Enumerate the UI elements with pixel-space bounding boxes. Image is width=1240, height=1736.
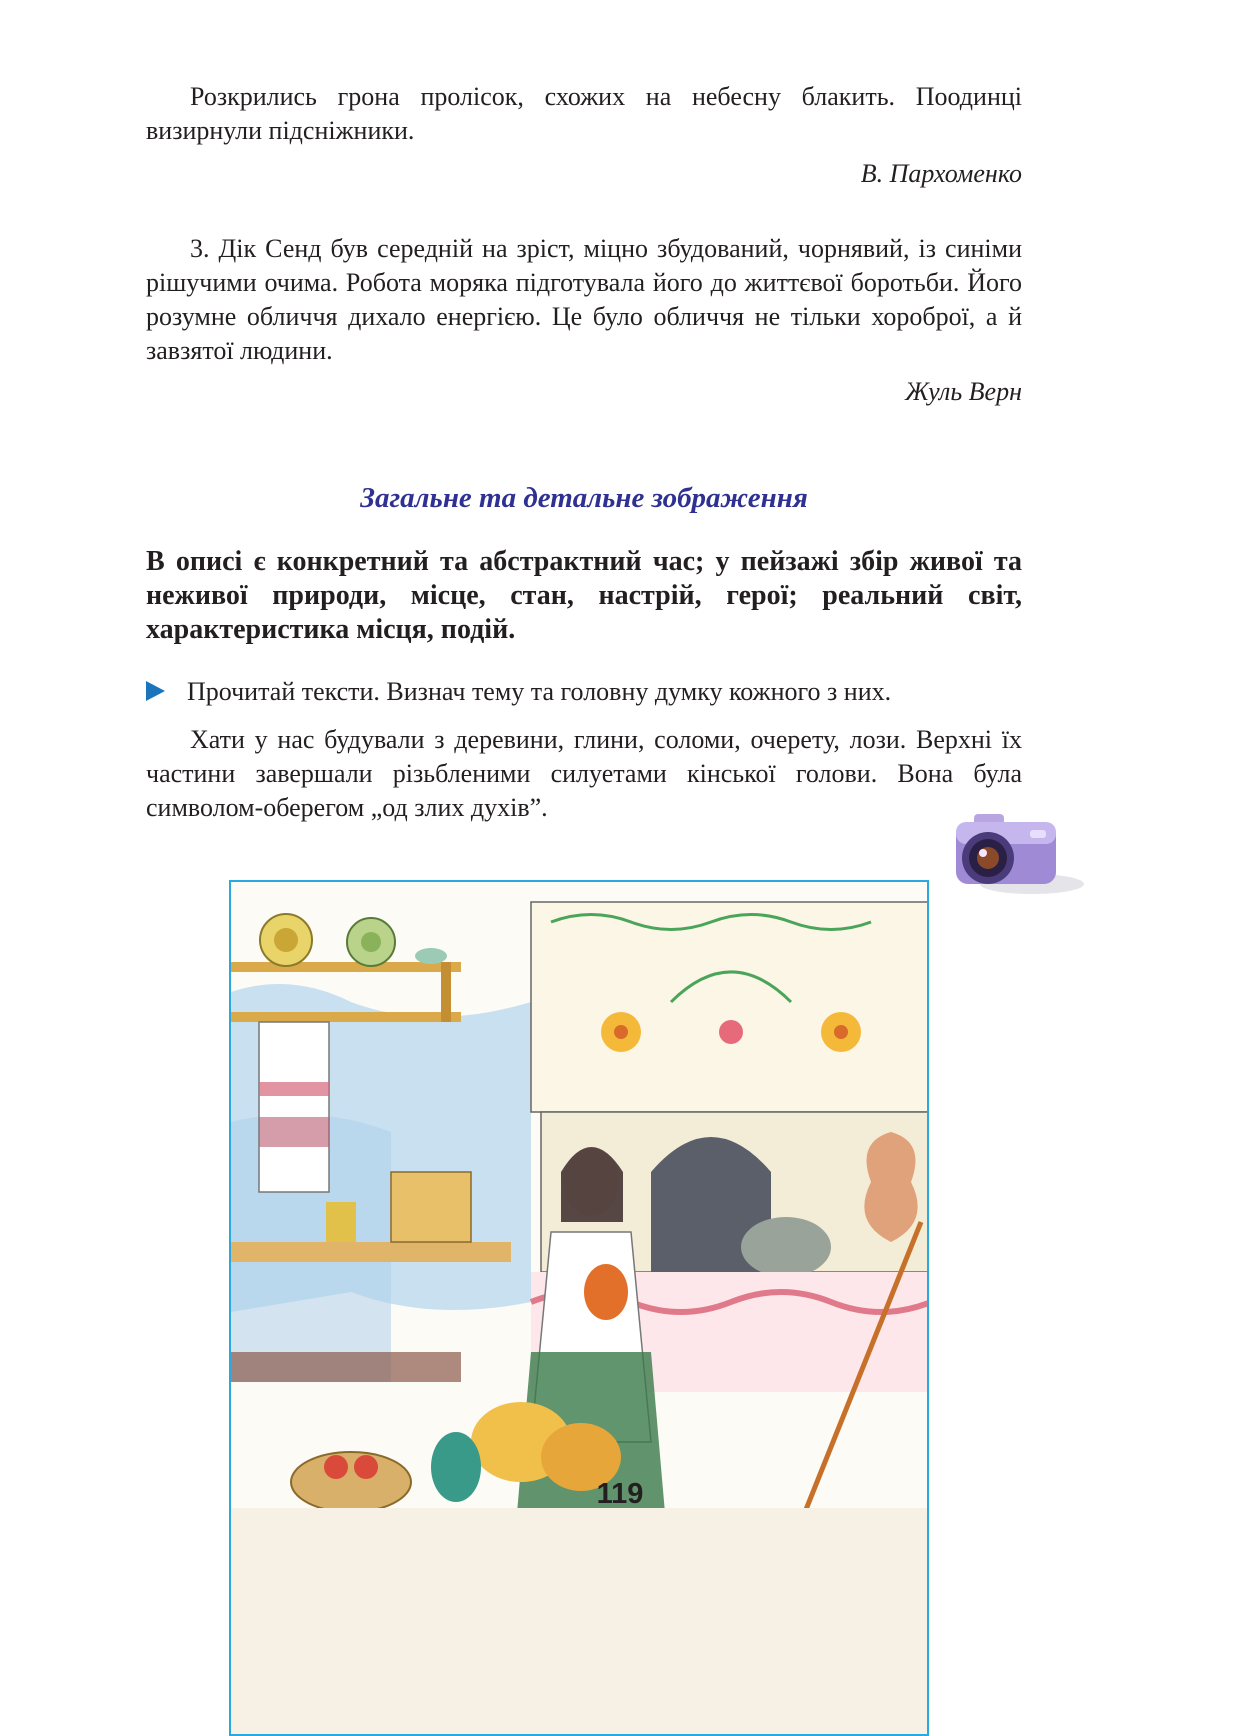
rule-block: В описі є конкретний та абстрактний час; у пейзажі збір живої та неживої природи, місце, стан, настрій, герої; реальний світ, характеристика місця, подій. bbox=[146, 546, 1022, 645]
page-number: 119 bbox=[596, 1478, 644, 1510]
paragraph-snowdrops bbox=[146, 80, 1022, 148]
paragraph-houses bbox=[146, 723, 1022, 825]
triangle-arrow-icon bbox=[146, 681, 165, 701]
task-text: Прочитай тексти. Визнач тему та головну думку кожного з них. bbox=[187, 677, 892, 706]
paragraph-houses-text: Хати у нас будували з деревини, глини, соломи, очерету, лози. Верхні їх частини завершали різьбленими силуетами кінської голови. Вона була символом-оберегом „од злих духів”. bbox=[146, 725, 1022, 822]
paragraph-dick-sand-text: 3. Дік Сенд був середній на зріст, міцно збудований, чорнявий, із синіми рішучими очима. Робота моряка підготувала його до життєвої боротьби. Його розумне обличчя дихало енергією. Це було обличчя не тільки хороброї, а й завзятої людини. bbox=[146, 234, 1022, 365]
paragraph-dick-sand bbox=[146, 232, 1022, 368]
author-parkhomenko: В. Пархоменко bbox=[860, 159, 1022, 188]
camera-icon[interactable] bbox=[950, 804, 1090, 898]
author-jules-verne: Жуль Верн bbox=[905, 377, 1022, 406]
kitchen-illustration bbox=[229, 880, 929, 1736]
task-instruction bbox=[146, 675, 1022, 709]
paragraph-snowdrops-text: Розкрились грона пролісок, схожих на небесну блакить. Поодинці визирнули підсніжники. bbox=[146, 82, 1022, 145]
section-heading: Загальне та детальне зображення bbox=[360, 482, 808, 514]
